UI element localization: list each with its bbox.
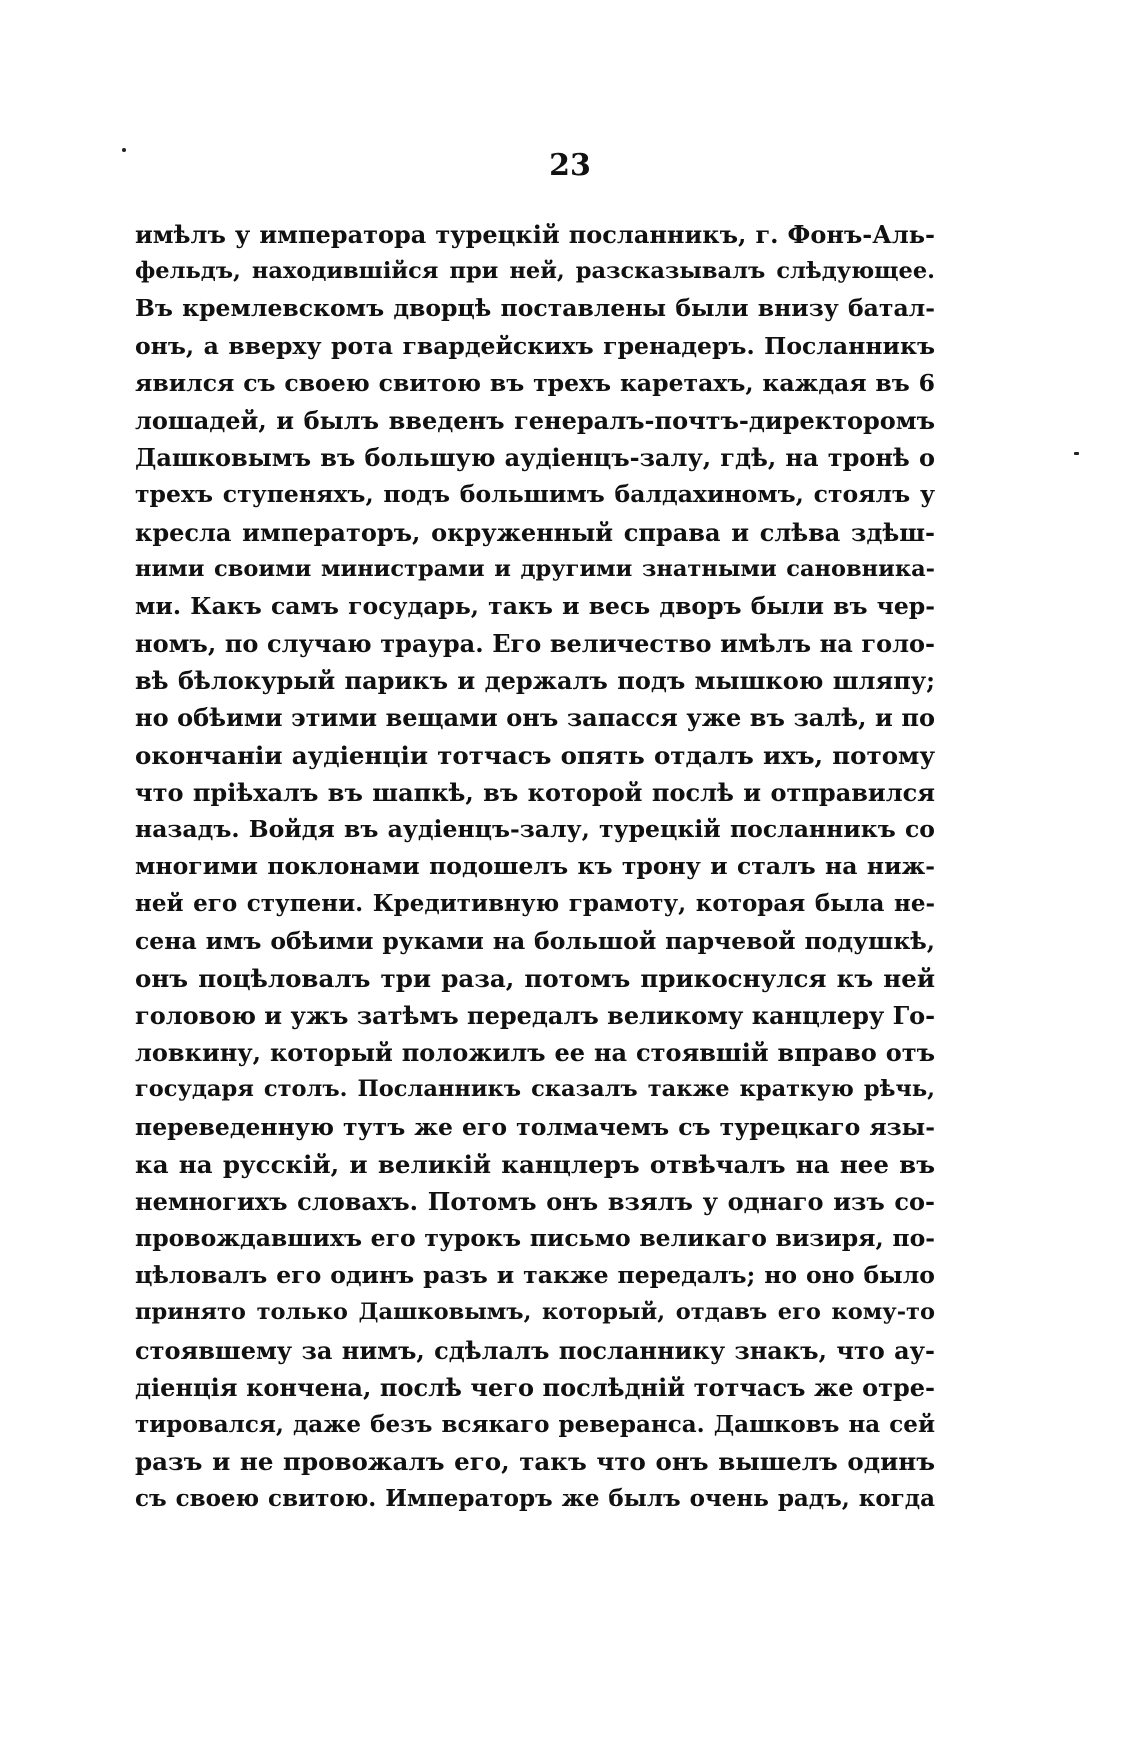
text-line: трехъ ступеняхъ, подъ большимъ балдахиномъ, стоялъ у (135, 480, 935, 509)
text-line: онъ поцѣловалъ три раза, потомъ прикоснулся къ ней (135, 963, 935, 993)
text-line: но обѣими этими вещами онъ запасся уже въ залѣ, и по (135, 703, 935, 733)
text-line: имѣлъ у императора турецкій посланникъ, г. Фонъ-Аль- (135, 220, 935, 249)
text-line: фельдъ, находившійся при ней, разсказывалъ слѣдующее. (135, 258, 935, 285)
text-line: ней его ступени. Кредитивную грамоту, которая была не- (135, 890, 935, 918)
text-line: стоявшему за нимъ, сдѣлалъ посланнику знакъ, что ау- (135, 1335, 935, 1365)
text-line: тировался, даже безъ всякаго реверанса. Дашковъ на сей (135, 1411, 935, 1438)
text-line: что пріѣхалъ въ шапкѣ, въ которой послѣ и отправился (135, 777, 935, 807)
page-number: 23 (549, 148, 591, 183)
text-line: государя столъ. Посланникъ сказалъ также краткую рѣчь, (135, 1076, 935, 1103)
print-speck (1074, 452, 1079, 455)
text-line: сена имъ обѣими руками на большой парчевой подушкѣ, (135, 926, 935, 955)
text-line: ними своими министрами и другими знатными сановника- (135, 555, 935, 582)
text-line: разъ и не провожалъ его, такъ что онъ вышелъ одинъ (135, 1447, 935, 1477)
text-line: Въ кремлевскомъ дворцѣ поставлены были внизу батал- (135, 294, 935, 323)
body-text (135, 216, 935, 1518)
text-line: Дашковымъ въ большую аудіенцъ-залу, гдѣ, на тронѣ о (135, 443, 935, 473)
text-line: головою и ужъ затѣмъ передалъ великому канцлеру Го- (135, 1000, 936, 1030)
text-line: ка на русскій, и великій канцлеръ отвѣчалъ на нее въ (135, 1149, 935, 1179)
text-line: лошадей, и былъ введенъ генералъ-почтъ-директоромъ (135, 405, 935, 435)
text-line: кресла императоръ, окруженный справа и слѣва здѣш- (135, 517, 935, 547)
text-line: переведенную тутъ же его толмачемъ съ турецкаго язы- (135, 1112, 935, 1141)
text-line: немногихъ словахъ. Потомъ онъ взялъ у однаго изъ со- (135, 1186, 935, 1216)
text-line: вѣ бѣлокурый парикъ и держалъ подъ мышкою шляпу; (135, 666, 935, 696)
text-line: провождавшихъ его турокъ письмо великаго визиря, по- (135, 1224, 935, 1253)
text-line: онъ, а вверху рота гвардейскихъ гренадеръ. Посланникъ (135, 331, 935, 360)
text-line: цѣловалъ его одинъ разъ и также передалъ; но оно было (135, 1261, 935, 1290)
text-line: діенція кончена, послѣ чего послѣдній тотчасъ же отре- (135, 1372, 935, 1402)
text-line: явился съ своею свитою въ трехъ каретахъ, каждая въ 6 (135, 368, 935, 397)
text-line: ми. Какъ самъ государь, такъ и весь дворъ были въ чер- (135, 591, 935, 620)
text-line: многими поклонами подошелъ къ трону и сталъ на ниж- (135, 852, 935, 881)
text-line: ловкину, который положилъ ее на стоявшій вправо отъ (135, 1038, 935, 1068)
text-line: назадъ. Войдя въ аудіенцъ-залу, турецкій посланникъ со (135, 815, 935, 843)
text-line: принято только Дашковымъ, который, отдавъ его кому-то (135, 1299, 935, 1326)
text-line: окончаніи аудіенціи тотчасъ опять отдалъ ихъ, потому (135, 740, 935, 770)
text-line: номъ, по случаю траура. Его величество имѣлъ на голо- (135, 629, 935, 659)
text-line: съ своею свитою. Императоръ же былъ очень радъ, когда (135, 1485, 935, 1513)
